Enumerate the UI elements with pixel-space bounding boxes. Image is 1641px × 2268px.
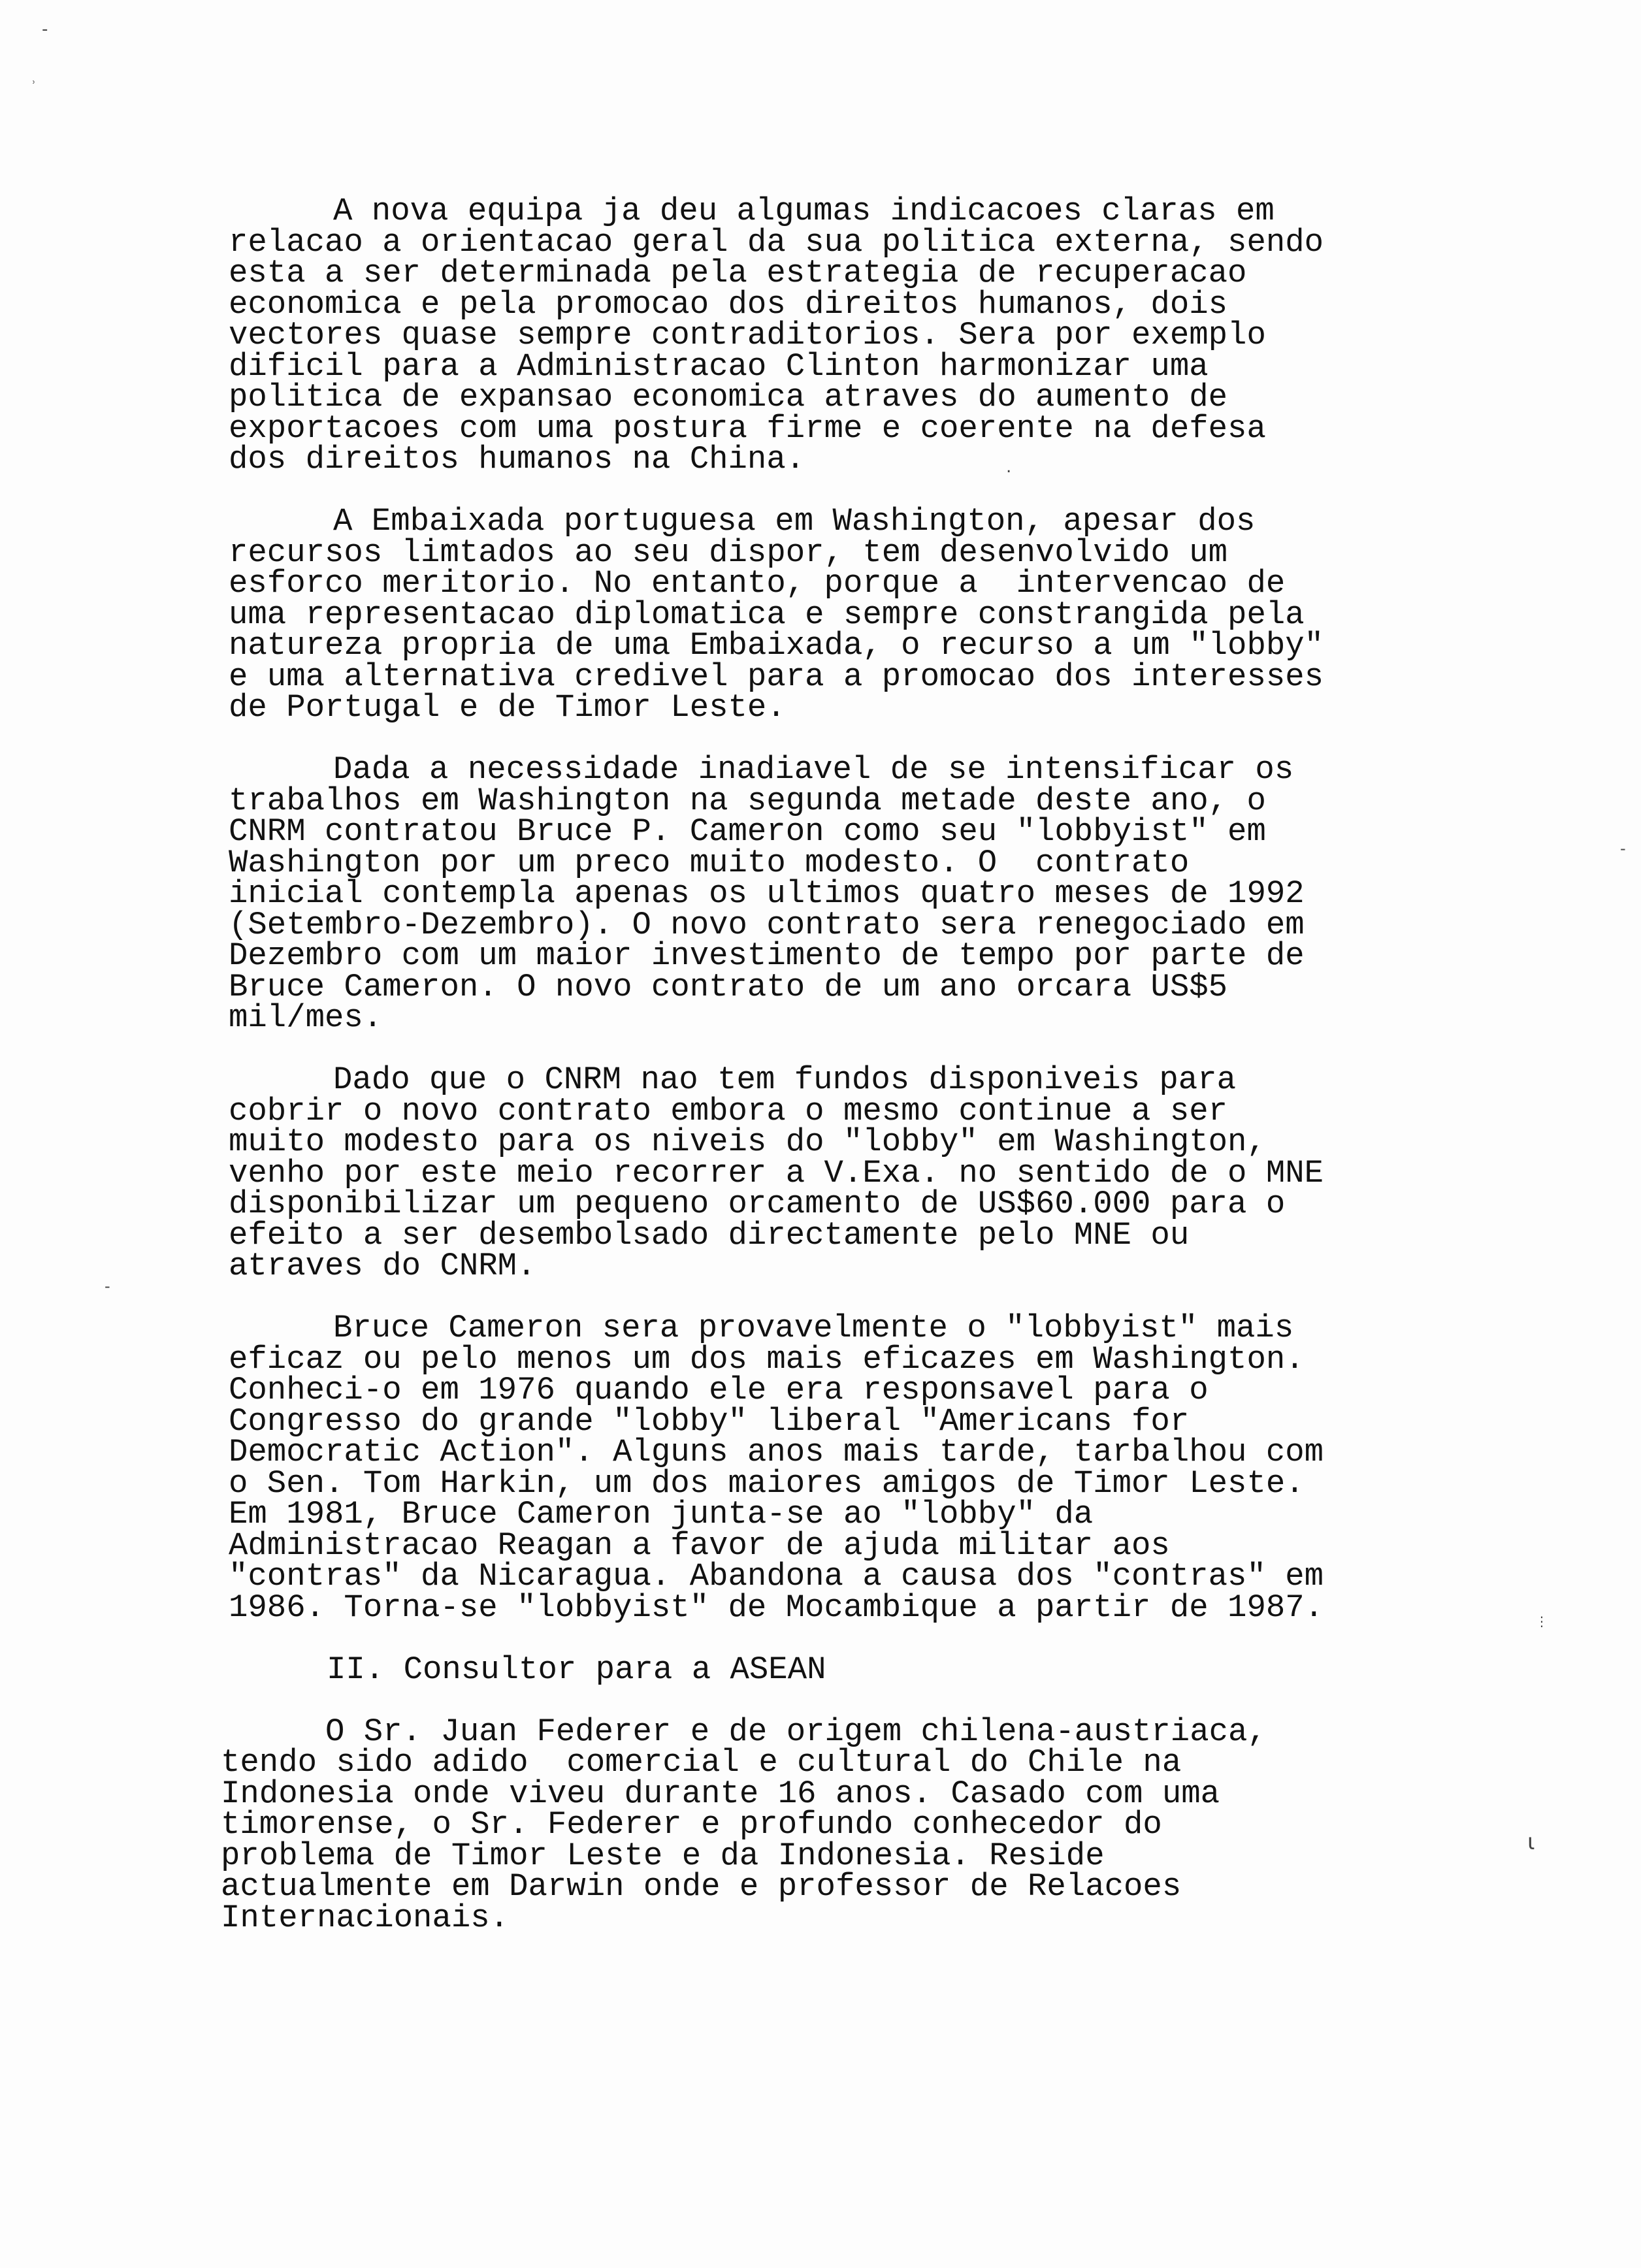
text-line: economica e pela promocao dos direitos humanos, dois <box>229 285 1228 323</box>
text-line: Conheci-o em 1976 quando ele era responsavel para o <box>229 1372 1209 1408</box>
text-line: o Sen. Tom Harkin, um dos maiores amigos de Timor Leste. <box>229 1465 1305 1502</box>
text-line: de Portugal e de Timor Leste. <box>229 689 786 726</box>
scan-speck: ⋮ <box>1535 1613 1548 1629</box>
text-line: atraves do CNRM. <box>229 1248 536 1284</box>
text-line: exportacoes com uma postura firme e coerente na defesa <box>229 410 1266 447</box>
text-line: trabalhos em Washington na segunda metade deste ano, o <box>229 782 1266 819</box>
text-line: "contras" da Nicaragua. Abandona a causa dos "contras" em <box>229 1558 1324 1595</box>
section-heading <box>229 1651 1405 1688</box>
scan-speck: - <box>105 1277 110 1295</box>
text-line: cobrir o novo contrato embora o mesmo continue a ser <box>229 1092 1228 1129</box>
document-body <box>221 193 1405 1965</box>
text-line: Administracao Reagan a favor de ajuda militar aos <box>229 1527 1170 1564</box>
scan-speck: - <box>1620 839 1626 858</box>
text-line: problema de Timor Leste e da Indonesia. Reside <box>221 1837 1105 1874</box>
text-line: muito modesto para os niveis do "lobby" em Washington, <box>229 1124 1266 1160</box>
text-line: O Sr. Juan Federer e de origem chilena-austriaca, <box>325 1713 1267 1750</box>
text-line: CNRM contratou Bruce P. Cameron como seu "lobbyist" em <box>229 813 1266 850</box>
text-line: Dado que o CNRM nao tem fundos disponiveis para <box>333 1061 1237 1098</box>
text-line: relacao a orientacao geral da sua politica externa, sendo <box>229 223 1324 261</box>
text-line: efeito a ser desembolsado directamente pelo MNE ou <box>229 1216 1190 1254</box>
section-heading-text: II. Consultor para a ASEAN <box>327 1651 826 1688</box>
text-line: Bruce Cameron. O novo contrato de um ano orcara US$5 <box>229 968 1228 1005</box>
text-line: Indonesia onde viveu durante 16 anos. Casado com uma <box>221 1775 1220 1812</box>
text-line: tendo sido adido comercial e cultural do Chile na <box>221 1744 1182 1781</box>
text-line: 1986. Torna-se "lobbyist" de Mocambique a partir de 1987. <box>229 1589 1324 1626</box>
text-line: Bruce Cameron sera provavelmente o "lobbyist" mais <box>333 1310 1294 1346</box>
text-line: dificil para a Administracao Clinton harmonizar uma <box>229 348 1209 385</box>
text-line: A Embaixada portuguesa em Washington, apesar dos <box>333 503 1256 540</box>
text-line: mil/mes. <box>229 999 383 1036</box>
text-line: A nova equipa ja deu algumas indicacoes claras em <box>333 193 1275 229</box>
text-line: uma representacao diplomatica e sempre constrangida pela <box>229 596 1305 633</box>
scan-speck: ‐ <box>42 20 48 39</box>
text-line: (Setembro-Dezembro). O novo contrato sera renegociado em <box>229 906 1305 943</box>
text-line: esforco meritorio. No entanto, porque a intervencao de <box>229 565 1286 602</box>
text-line: eficaz ou pelo menos um dos mais eficazes em Washington. <box>229 1340 1305 1378</box>
text-line: natureza propria de uma Embaixada, o recurso a um "lobby" <box>229 627 1324 664</box>
text-line: esta a ser determinada pela estrategia de recuperacao <box>229 255 1247 291</box>
paragraph-embassy <box>229 503 1405 726</box>
text-line: dos direitos humanos na China. <box>229 441 805 478</box>
text-line: Dezembro com um maior investimento de tempo por parte de <box>229 937 1305 974</box>
text-line: Em 1981, Bruce Cameron junta-se ao "lobby" da <box>229 1496 1094 1532</box>
paragraph-cameron-background <box>229 1310 1405 1626</box>
text-line: disponibilizar um pequeno orcamento de US$60.000 para o <box>229 1186 1286 1222</box>
paragraph-foreign-policy <box>229 193 1405 478</box>
text-line: Internacionais. <box>221 1899 510 1936</box>
scan-speck: ι <box>1527 1829 1535 1855</box>
text-line: politica de expansao economica atraves do aumento de <box>229 379 1228 415</box>
text-line: vectores quase sempre contraditorios. Sera por exemplo <box>229 317 1266 353</box>
paragraph-budget-request <box>229 1061 1405 1284</box>
text-line: recursos limtados ao seu dispor, tem desenvolvido um <box>229 534 1228 571</box>
text-line: Dada a necessidade inadiavel de se intensificar os <box>333 751 1294 788</box>
text-line: venho por este meio recorrer a V.Exa. no sentido de o MNE <box>229 1154 1324 1191</box>
text-line: actualmente em Darwin onde e professor de Relacoes <box>221 1868 1182 1905</box>
scan-speck: . <box>1006 457 1012 477</box>
text-line: Congresso do grande "lobby" liberal "Americans for <box>229 1402 1190 1440</box>
paragraph-lobbyist-contract <box>229 751 1405 1036</box>
scan-speck: ⸒ <box>31 68 36 84</box>
text-line: e uma alternativa credivel para a promocao dos interesses <box>229 658 1324 695</box>
paragraph-federer <box>221 1713 1405 1936</box>
text-line: inicial contempla apenas os ultimos quatro meses de 1992 <box>229 875 1305 912</box>
text-line: Democratic Action". Alguns anos mais tarde, tarbalhou com <box>229 1434 1324 1470</box>
text-line: timorense, o Sr. Federer e profundo conhecedor do <box>221 1806 1162 1843</box>
text-line: Washington por um preco muito modesto. O contrato <box>229 844 1190 881</box>
